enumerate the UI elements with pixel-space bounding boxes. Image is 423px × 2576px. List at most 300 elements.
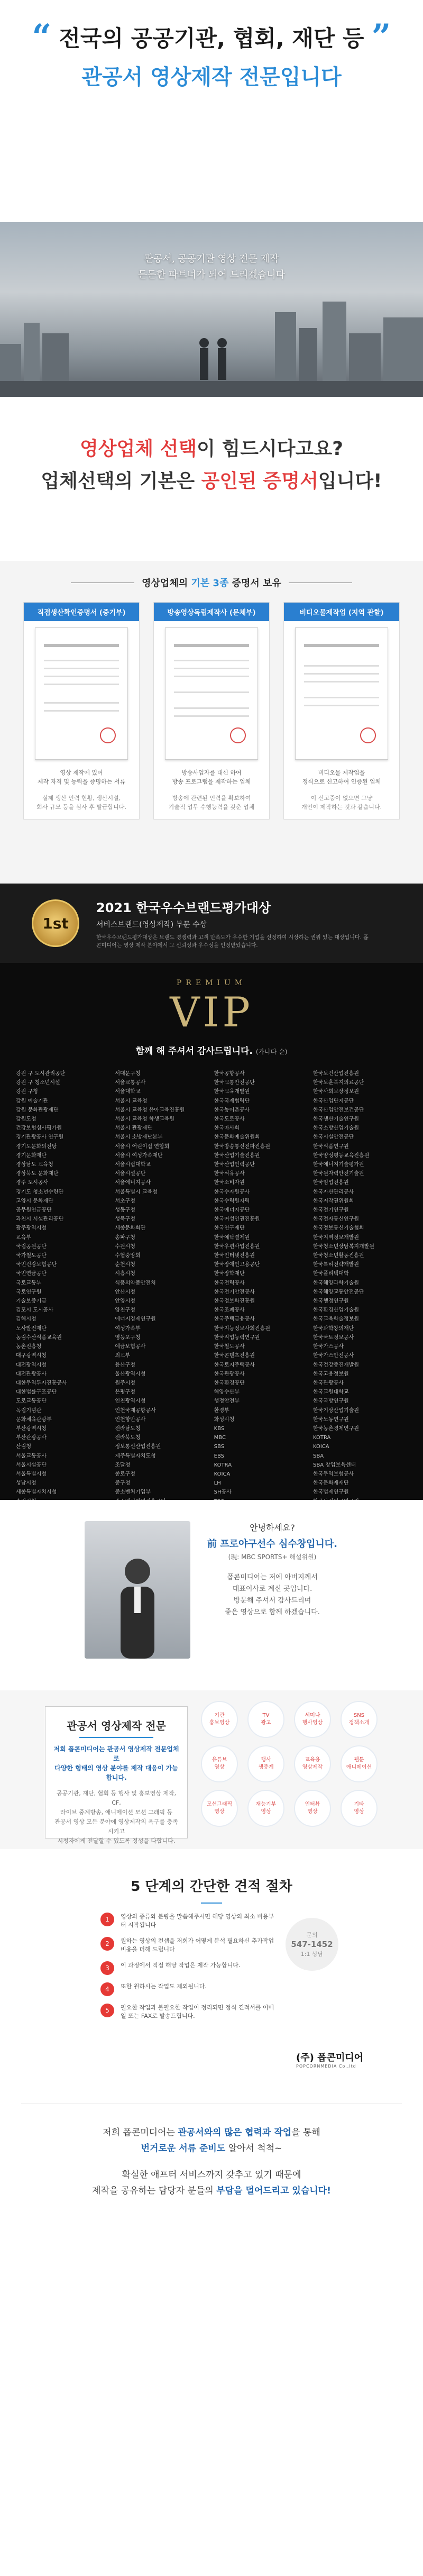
client-name: 경기도문화의전당: [16, 1143, 57, 1150]
client-name: 울산광역시청: [115, 1371, 146, 1377]
client-name: 전라남도청: [115, 1425, 141, 1432]
client-name: 서울시 소방재난본부: [115, 1134, 163, 1141]
service-item: SNS 정책소개: [341, 1701, 378, 1738]
client-name: 한국환경산업기술원: [312, 1307, 359, 1314]
client-name: 과천시 시설관리공단: [16, 1216, 64, 1223]
client-name: 한국무역보험공사: [312, 1471, 354, 1477]
client-name: 한국생산기술연구원: [312, 1116, 359, 1123]
client-name: KOICA: [214, 1471, 231, 1477]
cert-card: [153, 602, 270, 820]
certs-head-pre: 영상업체의: [142, 578, 191, 589]
client-name: 원주시청: [115, 1380, 135, 1386]
cert-note: 실제 생산 인력 현황, 생산시설,: [42, 795, 121, 802]
cert-caption: 제작 자격 및 능력을 증명하는 서류: [37, 778, 126, 785]
service-item: TV 광고: [247, 1701, 284, 1738]
client-name: 광주광역시청: [16, 1225, 47, 1232]
client-name: 경상북도 문화재단: [16, 1171, 59, 1177]
certificate-document-image: [295, 627, 388, 760]
client-name: 서울교통공사: [16, 1453, 47, 1459]
client-name: 영등포구청: [115, 1334, 141, 1341]
step-text: 원하는 영상의 컨셉을 저희가 어떻게 분석 필요하신 추가작업 비용을 더해 드립니다: [121, 1937, 274, 1953]
client-name: 한국소방산업기술원: [312, 1125, 359, 1132]
client-name: KOICA: [312, 1444, 329, 1450]
client-name: 한국교육학술정보원: [312, 1316, 359, 1323]
client-name: 양천구청: [115, 1307, 135, 1314]
phone-sub: 1:1 상담: [300, 1951, 324, 1958]
outro-bold: 번거로운 서류 준비도: [141, 2143, 226, 2154]
step-item: [100, 1937, 275, 1954]
client-name: 서울시 어린이집 연합회: [115, 1143, 170, 1150]
cert-title: 방송영상독립제작사 (문체부): [154, 603, 269, 621]
client-name: 한국관광공사: [312, 1380, 344, 1386]
certificate-document-image: [165, 627, 258, 760]
certificates-section: [0, 561, 423, 884]
certs-head-highlight: 기본 3종: [191, 578, 229, 589]
client-name: 독립기념관: [16, 1407, 42, 1414]
client-name: 한국에너지공단: [214, 1207, 250, 1214]
client-name: 한국산업기술진흥원: [214, 1152, 260, 1159]
outro-text: 알아서 척척~: [225, 2143, 282, 2154]
selection-answer-pre: 업체선택의 기본은: [41, 470, 201, 492]
client-name: 한국방송통신전파진흥원: [214, 1143, 270, 1150]
quote-close-icon: ”: [371, 17, 391, 57]
client-name: 한국에너지기술평가원: [312, 1162, 364, 1168]
client-name: 인천국제공항공사: [115, 1407, 156, 1414]
service-item: 인터뷰 영상: [294, 1790, 331, 1827]
client-name: 한국직업능력연구원: [214, 1334, 260, 1341]
client-name: 한국폴리텍대학: [312, 1271, 349, 1277]
service-item: 기관 홍보영상: [201, 1701, 238, 1738]
client-name: 한국건강증진개발원: [312, 1362, 359, 1368]
client-name: 서울시설공단: [115, 1171, 146, 1177]
client-name: 한국식품연구원: [312, 1143, 349, 1150]
client-name: 한국노동연구원: [312, 1416, 349, 1423]
client-name: 경주 도시공사: [16, 1180, 49, 1186]
client-name: 성남시청: [16, 1480, 36, 1487]
step-number-icon: 4: [100, 1982, 114, 1996]
client-name: 건강보험심사평가원: [16, 1125, 62, 1132]
client-name: 한국사회보장정보원: [312, 1089, 359, 1095]
award-title: 2021 한국우수브랜드평가대상: [96, 900, 271, 915]
quote-open-icon: “: [32, 17, 52, 57]
client-name: 서울대학교: [115, 1089, 141, 1095]
client-name: 한국임업진흥원: [312, 1180, 349, 1186]
client-name: 서울시 관광재단: [115, 1125, 153, 1132]
client-name: MBC: [214, 1435, 226, 1441]
service-item: 유튜브 영상: [201, 1745, 238, 1782]
client-name: 한국과학창의재단: [312, 1325, 354, 1332]
client-name: 한국소비자원: [214, 1180, 245, 1186]
client-name: 한국국방연구원: [312, 1398, 349, 1405]
client-name: 외교부: [115, 1353, 131, 1359]
client-name: 한국국토정보공사: [312, 1334, 354, 1341]
client-name: 한국농촌경제연구원: [312, 1425, 359, 1432]
step-list: [100, 1913, 275, 2028]
client-name: 한국연구재단: [214, 1225, 245, 1232]
expertise-text: 공공기관, 재단, 협회 등 행사 및 홍보영상 제작, CF,: [56, 1790, 177, 1806]
service-item: 모션그래픽 영상: [201, 1790, 238, 1827]
client-name: SBA 창업보육센터: [312, 1462, 356, 1468]
service-item: 웹툰 애니메이션: [341, 1745, 378, 1782]
company-logo: [296, 2050, 363, 2069]
vip-title: VIP: [170, 989, 253, 1036]
client-name: KBS: [214, 1425, 225, 1432]
client-name: 한국산업인력공단: [214, 1162, 255, 1168]
client-name: 서울시 교육청: [115, 1098, 148, 1104]
selection-answer-highlight: 공인된 증명서: [201, 470, 318, 492]
client-name: 한국토지주택공사: [214, 1362, 255, 1368]
client-name: 대한무역투자진흥공사: [16, 1380, 67, 1386]
client-name: 공무원연금공단: [16, 1207, 52, 1214]
client-name: 김포시 도시공사: [16, 1307, 53, 1314]
client-name: 식품의약품안전처: [115, 1280, 156, 1286]
client-name: 한국저작권위원회: [312, 1198, 354, 1204]
cert-caption: 정식으로 신고하여 인증된 업체: [302, 778, 381, 785]
vip-thanks: 함께 해 주셔서 감사드립니다.: [135, 1046, 253, 1057]
greeting-text: 좋은 영상으로 함께 하겠습니다.: [225, 1608, 320, 1616]
client-name: 한국교통안전공단: [214, 1080, 255, 1086]
client-name: 한국철도공사: [214, 1344, 245, 1350]
client-name: 한국지능정보사회진흥원: [214, 1325, 270, 1332]
client-name: 예금보험공사: [115, 1344, 146, 1350]
hero-subtitle: 관공서 영상제작 전문입니다: [81, 65, 342, 89]
expertise-strong: 저희 폽콘미디어는 관공서 영상제작 전문업체로: [53, 1745, 179, 1762]
client-name: 용산구청: [115, 1362, 135, 1368]
client-name: 수협중앙회: [115, 1253, 141, 1259]
client-name: 한국주택금융공사: [214, 1316, 255, 1323]
client-name: 조달청: [115, 1462, 131, 1468]
outro-text: 저희 폽콘미디어는: [103, 2127, 178, 2138]
company-eng: POPCORNMEDIA Co.,ltd: [296, 2064, 356, 2069]
client-name: 국립공원공단: [16, 1243, 47, 1250]
client-name: 농촌진흥청: [16, 1344, 42, 1350]
client-name: 한국조폐공사: [214, 1307, 245, 1314]
service-item: 교육용 영상제작: [294, 1745, 331, 1782]
client-name: 부산관광공사: [16, 1435, 47, 1441]
handshake-photo-banner: [0, 222, 423, 397]
client-name: EBS: [214, 1453, 225, 1459]
outro-bold: 부담을 덜어드리고 있습니다!: [216, 2186, 331, 2196]
steps-title: 5 단계의 간단한 견적 절차: [131, 1879, 292, 1895]
client-name: 인천항만공사: [115, 1416, 146, 1423]
client-name: 한국공항공사: [214, 1071, 245, 1077]
client-name: 강원도청: [16, 1116, 36, 1123]
cert-note: 기술적 업무 수행능력을 갖춘 업체: [168, 804, 255, 811]
client-name: 강원 예술기관: [16, 1098, 49, 1104]
client-name: 전라북도청: [115, 1435, 141, 1441]
client-name: 한국기상산업기술원: [312, 1407, 359, 1414]
divider: [201, 1903, 222, 1904]
client-name: 서대문구청: [115, 1071, 141, 1077]
client-name: 서울교통공사: [115, 1080, 146, 1086]
client-name: 서울시설공단: [16, 1462, 47, 1468]
step-text: 영상의 종류와 분량을 말씀해주시면 해당 영상의 최소 비용부터 시작됩니다: [121, 1913, 274, 1928]
photo-line2: 든든한 파트너가 되어 드리겠습니다: [138, 269, 285, 280]
person-icon: [111, 1553, 164, 1659]
client-name: 해양수산부: [214, 1389, 240, 1396]
company-name: (주) 폽콘미디어: [296, 2052, 364, 2063]
expertise-text: 시청자에게 전달할 수 있도록 정성을 다합니다.: [57, 1837, 176, 1844]
vip-pretitle: PREMIUM: [176, 979, 247, 987]
client-name: 서울특별시 교육청: [115, 1189, 158, 1195]
award-description: 한국우수브랜드평가대상은 브랜드 경쟁력과 고객 만족도가 우수한 기업을 선정하여 시상하는 권위 있는 대상입니다. 폽콘미디어는 영상 제작 분야에서 그 신뢰성과 우수성을 인정받았습니다.: [96, 934, 369, 949]
person-photo: [85, 1521, 190, 1659]
client-name: SBA: [312, 1453, 324, 1459]
client-name: 한국양성평등교육진흥원: [312, 1152, 370, 1159]
client-name: 한국인터넷진흥원: [214, 1253, 255, 1259]
client-name: 송파구청: [115, 1234, 135, 1241]
client-name: 한국수자원공사: [214, 1189, 250, 1195]
cert-caption: 방송사업자를 대신 하여: [181, 769, 242, 776]
client-name: 한국산업단지공단: [312, 1098, 354, 1104]
phone-label: 문의: [306, 1932, 318, 1938]
client-name: 한국보건산업진흥원: [312, 1071, 359, 1077]
client-name: 정보통신산업진흥원: [115, 1444, 161, 1450]
service-item: 재능기부 영상: [247, 1790, 284, 1827]
cert-caption: 영상 제작에 있어: [60, 769, 103, 776]
client-column: [16, 1069, 110, 1524]
client-name: 안산시청: [115, 1289, 135, 1295]
client-name: 종로구청: [115, 1471, 135, 1477]
greeting-text: 방문해 주셔서 감사드리며: [233, 1597, 311, 1605]
client-name: 순천시청: [115, 1262, 135, 1268]
vip-clients-section: [0, 963, 423, 1500]
client-name: 한국특허전략개발원: [312, 1262, 359, 1268]
divider: [71, 582, 134, 583]
certificate-document-image: [35, 627, 128, 760]
expertise-section: [0, 1690, 423, 1849]
selection-question: 이 힘드시다고요?: [197, 438, 344, 460]
client-name: 환경부: [214, 1407, 229, 1414]
client-name: 국토연구원: [16, 1289, 42, 1295]
expertise-text: 라이브 중계방송, 애니메이션 모션 그래픽 등: [60, 1809, 173, 1816]
client-name: 경기문화재단: [16, 1152, 47, 1159]
certs-head-post: 증명서 보유: [228, 578, 281, 589]
cert-note: 이 신고증이 없으면 그냥: [310, 795, 373, 802]
cert-card: [283, 602, 400, 820]
hero-title: 전국의 공공기관, 협회, 재단 등: [59, 25, 364, 51]
client-name: 한국지역정보개발원: [312, 1234, 359, 1241]
client-name: 서울시 여성가족재단: [115, 1152, 163, 1159]
client-name: 서울시 교육청 유아교육진흥원: [115, 1107, 185, 1113]
client-name: 화성시청: [214, 1416, 235, 1423]
expertise-text: 관공서 영상 모든 분야에 영상제작의 욕구를 충족시키고: [54, 1818, 178, 1835]
client-name: 부산광역시청: [16, 1425, 47, 1432]
client-name: 한국석유공사: [214, 1171, 245, 1177]
client-name: 서울에너지공사: [115, 1180, 151, 1186]
client-name: 한국농어촌공사: [214, 1107, 250, 1113]
client-name: 한국원자력안전기술원: [312, 1171, 364, 1177]
client-name: 한국마사회: [214, 1125, 240, 1132]
greeting-name: 前 프로야구선수 심수창입니다.: [207, 1539, 338, 1550]
expertise-title: 관공서 영상제작 전문: [67, 1719, 166, 1732]
client-name: 한국문화재재단: [312, 1480, 349, 1487]
client-name: 한국행정연구원: [312, 1298, 349, 1305]
client-name: 행정안전부: [214, 1398, 240, 1405]
client-name: 대한법률구조공단: [16, 1389, 57, 1396]
step-number-icon: 2: [100, 1937, 114, 1951]
client-name: 한국교원대학교: [312, 1389, 349, 1396]
outro-bold: 관공서와의 많은 협력과 작업: [178, 2127, 292, 2138]
client-name: 한국장애인고용공단: [214, 1262, 260, 1268]
client-name: 서울시 교육청 학생교육원: [115, 1116, 174, 1123]
client-name: 한국콘텐츠진흥원: [214, 1353, 255, 1359]
client-name: 국토교통부: [16, 1280, 42, 1286]
client-name: 한국해양과학기술원: [312, 1280, 359, 1286]
client-name: 한국가스안전공사: [312, 1353, 354, 1359]
cert-caption: 방송 프로그램을 제작하는 업체: [172, 778, 251, 785]
client-name: 한국문화예술위원회: [214, 1134, 260, 1141]
outro-section: [0, 2103, 423, 2576]
client-name: 한국여성인권진흥원: [214, 1216, 260, 1223]
client-name: 한국예탁결제원: [214, 1234, 250, 1241]
client-name: SBS: [214, 1444, 225, 1450]
greeting-role: (現: MBC SPORTS+ 해설위원): [228, 1553, 317, 1561]
photo-line1: 관공서, 공공기관 영상 전문 제작: [144, 253, 279, 265]
client-name: 한국시설안전공단: [312, 1134, 354, 1141]
client-name: 한국청소년활동진흥원: [312, 1253, 364, 1259]
client-name: 대전광역시청: [16, 1362, 47, 1368]
step-number-icon: 3: [100, 1961, 114, 1975]
client-name: 농림수산식품교육원: [16, 1334, 62, 1341]
client-name: 중구청: [115, 1480, 131, 1487]
award-subtitle: 서비스브랜드(영상제작) 부문 수상: [96, 920, 207, 929]
client-name: 성동구청: [115, 1207, 135, 1214]
cert-card: [23, 602, 140, 820]
client-name: 시흥시청: [115, 1271, 135, 1277]
step-item: [100, 2004, 275, 2020]
cert-title: 직접생산확인증명서 (중기부): [24, 603, 139, 621]
greeting-section: [0, 1500, 423, 1690]
city-skyline-image: [0, 280, 423, 397]
client-name: 노사발전재단: [16, 1325, 47, 1332]
client-name: 국민건강보험공단: [16, 1262, 57, 1268]
client-name: 한국국제협력단: [214, 1098, 250, 1104]
hero-section: [0, 0, 423, 222]
vip-thanks-note: (가나다 순): [255, 1048, 288, 1055]
greeting: 안녕하세요?: [250, 1523, 295, 1533]
outro-text: 을 통해: [291, 2127, 320, 2138]
client-name: 대구광역시청: [16, 1353, 47, 1359]
client-name: 중소벤처기업부: [115, 1489, 151, 1496]
client-name: 한국고용정보원: [312, 1371, 349, 1377]
client-name: 교육부: [16, 1234, 31, 1241]
client-name: 안양시청: [115, 1298, 135, 1305]
client-name: 한국정보통신기술협회: [312, 1225, 364, 1232]
client-name: 한국가스공사: [312, 1344, 344, 1350]
cert-note: 개인이 제작하는 것과 같습니다.: [301, 804, 382, 811]
divider: [289, 582, 352, 583]
phone-number: 547-1452: [291, 1940, 333, 1949]
client-name: 국가철도공단: [16, 1253, 47, 1259]
client-name: 경상남도 교육청: [16, 1162, 53, 1168]
greeting-text: 대표이사로 계신 곳입니다.: [232, 1585, 312, 1593]
client-name: 한국수력원자력: [214, 1198, 250, 1204]
client-name: KOTRA: [214, 1462, 232, 1468]
client-name: 한국전기안전공사: [214, 1289, 255, 1295]
award-section: [0, 884, 423, 963]
expertise-strong: 다양한 형태의 영상 분야를 제작 대응이 가능합니다.: [54, 1764, 178, 1781]
client-name: 인천광역시청: [115, 1398, 146, 1405]
step-item: [100, 1982, 275, 1996]
cert-note: 방송에 관련된 인력을 확보하여: [172, 795, 251, 802]
client-name: 한국도로공사: [214, 1116, 245, 1123]
client-name: 한국전기연구원: [312, 1207, 349, 1214]
client-name: 서울시립대학교: [115, 1162, 151, 1168]
client-name: 경기관광공사 연구원: [16, 1134, 64, 1141]
client-column: [115, 1069, 209, 1524]
client-name: 한국전력공사: [214, 1280, 245, 1286]
phone-bubble[interactable]: [286, 1918, 338, 1971]
step-text: 또한 원하시는 작업도 제외됩니다.: [121, 1983, 207, 1990]
client-name: 문화체육관광부: [16, 1416, 52, 1423]
client-name: 국민연금공단: [16, 1271, 47, 1277]
client-name: SH공사: [214, 1489, 232, 1496]
step-text: 필요한 작업과 불필요한 작업이 정리되면 정식 견적서를 이메일 또는 FAX로 발송드립니다.: [121, 2004, 274, 2019]
client-name: 한국법제연구원: [312, 1489, 349, 1496]
selection-question-highlight: 영상업체 선택: [79, 438, 197, 460]
client-name: 김해시청: [16, 1316, 36, 1323]
client-name: 도로교통공단: [16, 1398, 47, 1405]
outro-text: 제작을 공유하는 담당자 분들의: [92, 2186, 217, 2196]
client-name: 한국전자통신연구원: [312, 1216, 359, 1223]
outro-text: 확실한 애프터 서비스까지 갖추고 있기 때문에: [122, 2170, 301, 2180]
client-name: 대전관광공사: [16, 1371, 47, 1377]
cert-title: 비디오물제작업 (지역 관할): [284, 603, 399, 621]
client-name: 세종특별자치시청: [16, 1489, 57, 1496]
client-name: 제주특별자치도청: [115, 1453, 156, 1459]
selection-answer-post: 입니다!: [318, 470, 382, 492]
client-name: 기술보증기금: [16, 1298, 47, 1305]
award-medal-icon: 1st: [32, 899, 79, 947]
quote-steps-section: [0, 1849, 423, 2082]
client-name: 한국장학재단: [214, 1271, 245, 1277]
step-number-icon: 1: [100, 1913, 114, 1926]
client-column: [313, 1069, 407, 1524]
service-item: 기타 영상: [341, 1790, 378, 1827]
service-item: 세미나 행사영상: [294, 1701, 331, 1738]
client-name: LH: [214, 1480, 221, 1487]
client-list: [0, 1057, 423, 1524]
client-name: 한국교육개발원: [214, 1089, 250, 1095]
client-name: 은평구청: [115, 1389, 135, 1396]
client-name: 한국청소년상담복지개발원: [312, 1243, 374, 1250]
client-name: 고양시 문화재단: [16, 1198, 53, 1204]
client-name: 한국관광공사: [214, 1371, 245, 1377]
client-name: 한국정보화진흥원: [214, 1298, 255, 1305]
client-name: 성북구청: [115, 1216, 135, 1223]
client-column: [214, 1069, 308, 1524]
client-name: 서초구청: [115, 1198, 135, 1204]
client-name: 강원 구 도시관리공단: [16, 1071, 66, 1077]
client-name: 한국산업안전보건공단: [312, 1107, 364, 1113]
client-name: KOTRA: [312, 1435, 331, 1441]
client-name: 한국보훈복지의료공단: [312, 1080, 364, 1086]
client-name: 수원시청: [115, 1243, 135, 1250]
client-name: 강원 문화관광재단: [16, 1107, 59, 1113]
client-name: 한국해양교통안전공단: [312, 1289, 364, 1295]
selection-section: [0, 397, 423, 561]
client-name: 세종문화회관: [115, 1225, 146, 1232]
client-name: 한국환경공단: [214, 1380, 245, 1386]
step-item: [100, 1961, 275, 1975]
expertise-box: [45, 1706, 188, 1844]
greeting-text: 폽콘미디어는 저에 아버지께서: [227, 1573, 318, 1581]
cert-note: 회사 규모 등을 심사 후 발급합니다.: [36, 804, 126, 811]
divider: [79, 1737, 153, 1738]
client-name: 서울특별시청: [16, 1471, 47, 1477]
client-name: 산림청: [16, 1444, 31, 1450]
